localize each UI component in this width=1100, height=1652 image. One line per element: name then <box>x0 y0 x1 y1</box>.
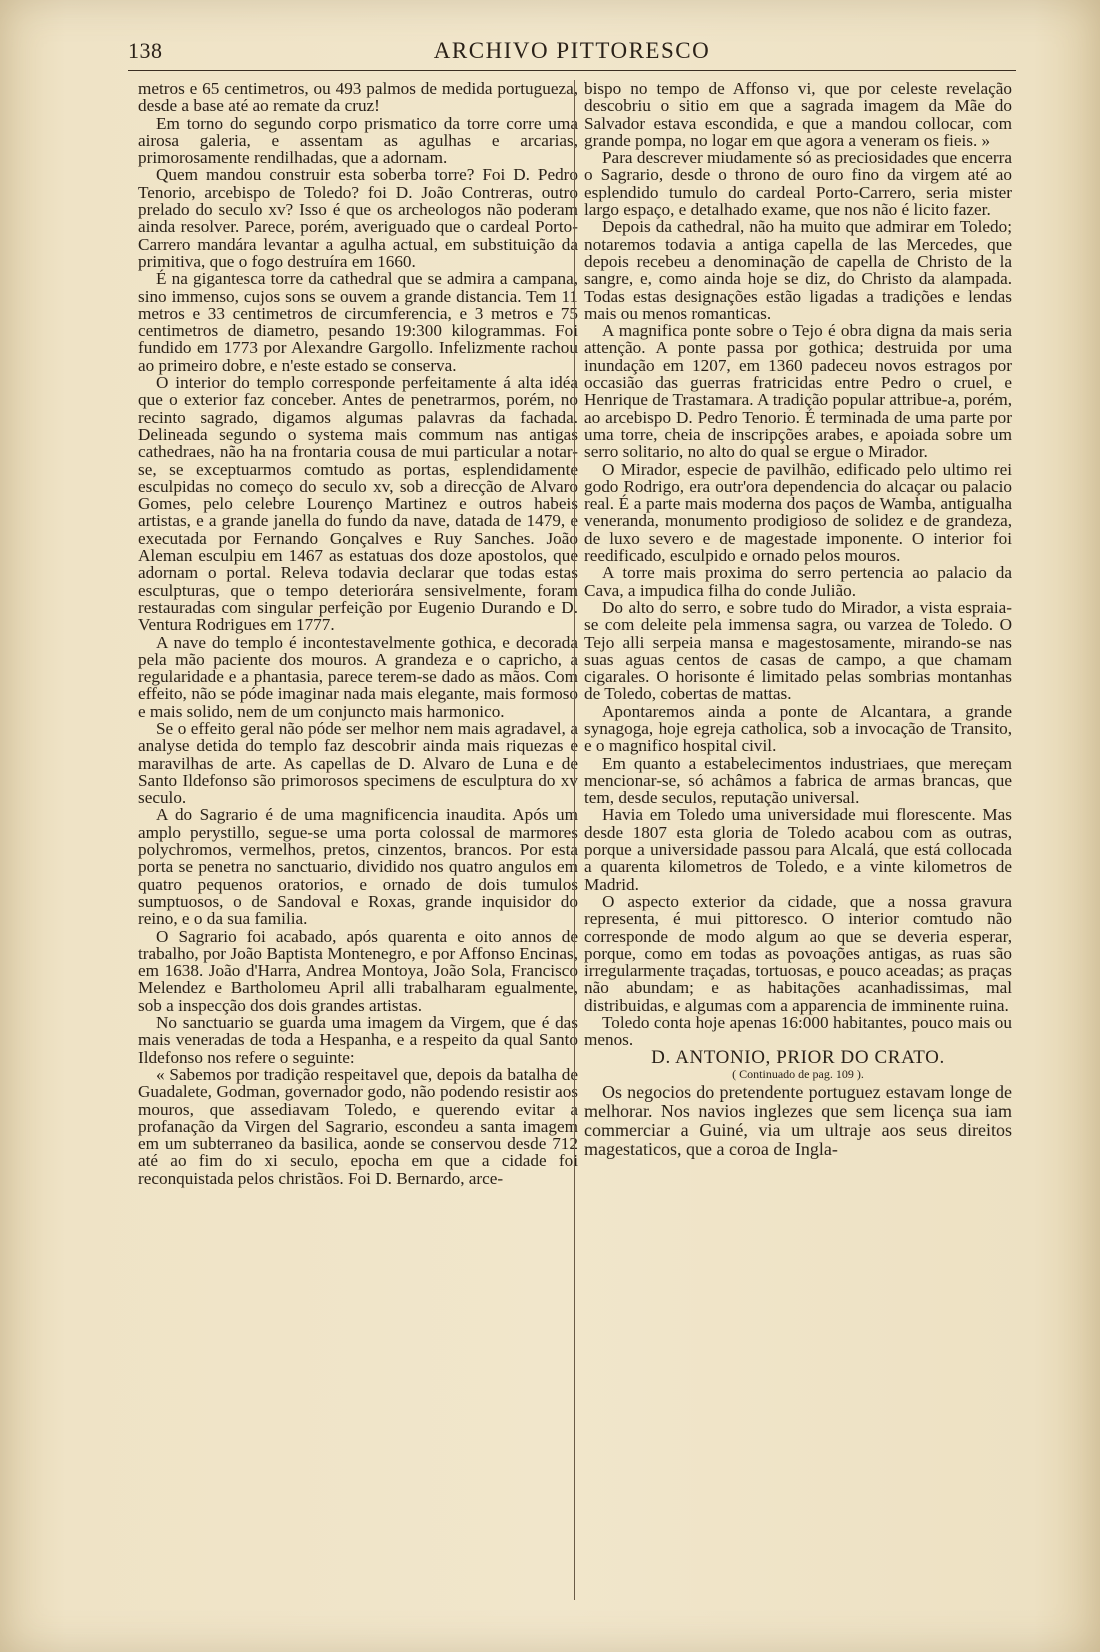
running-title: ARCHIVO PITTORESCO <box>433 38 711 63</box>
paragraph: metros e 65 centimetros, ou 493 palmos de medida portugueza, desde a base até ao remate da cruz! <box>138 79 578 116</box>
paragraph: Havia em Toledo uma universidade mui florescente. Mas desde 1807 esta gloria de Toledo acabou com as outras, porque a universidade passou para Alcalá, que está collocada a quarenta kilometros de Toledo, e a vinte kilometros de Madrid. <box>584 805 1012 894</box>
paragraph: O Sagrario foi acabado, após quarenta e oito annos de trabalho, por João Baptista Montenegro, e por Affonso Encinas, em 1638. João d'Harra, Andrea Montoya, João Sola, Francisco Melendez e Bartholomeu April alli trabalharam egualmente, sob a inspecção dos dois grandes artistas. <box>138 926 578 1015</box>
paragraph: No sanctuario se guarda uma imagem da Virgem, que é das mais veneradas de toda a Hespanha, e a respeito da qual Santo Ildefonso nos refere o seguinte: <box>138 1013 578 1067</box>
section-paragraph: Os negocios do pretendente portuguez estavam longe de melhorar. Nos navios inglezes que sem licença sua iam commerciar a Guiné, via um ultraje aos seus direitos magestaticos, que a coroa de Ingla- <box>584 1082 1012 1160</box>
quote-paragraph: « Sabemos por tradição respeitavel que, depois da batalha de Guadalete, Godman, governador godo, não podendo resistir aos mouros, que assediavam Toledo, e querendo evitar a profanação da Virgen del Sagrario, escondeu a santa imagem em um subterraneo da basilica, aonde se conservou desde 712 até ao fim do xi seculo, epocha em que a cidade foi reconquistada pelos christãos. Foi D. Bernardo, arce- <box>138 1064 578 1188</box>
page-number: 138 <box>128 38 163 63</box>
paragraph: O interior do templo corresponde perfeitamente á alta idéa que o exterior faz conceber. Antes de penetrarmos, porém, no recinto sagrado, digamos algumas palavras da fachada. Delineada segundo o systema mais commum nas antigas cathedraes, não ha na frontaria cousa de mui particular a notar-se, se exceptuarmos comtudo as portas, esplendidamente esculpidas no começo do seculo xv, sob a direcção de Alvaro Gomes, pelo celebre Lourenço Martinez e outros habeis artistas, e a grande janella do fundo da nave, datada de 1479, e executada por Fernando Gonçalves e Ruy Sanches. João Aleman esculpiu em 1467 as estatuas dos doze apostolos, que adornam o portal. Releva todavia declarar que todas estas esculpturas, que o tempo deteriorára sensivelmente, foram restauradas com singular perfeição por Eugenio Durando e D. Ventura Rodrigues em 1777. <box>138 373 578 635</box>
right-column <box>584 80 1012 1159</box>
paragraph: Depois da cathedral, não ha muito que admirar em Toledo; notaremos todavia a antiga capella de las Mercedes, que depois recebeu a denominação de capella de Christo de la sangre, e, como ainda hoje se diz, do Christo da alampada. Todas estas designações estão ligadas a tradições e lendas mais ou menos romanticas. <box>584 217 1012 323</box>
paragraph: A magnifica ponte sobre o Tejo é obra digna da mais seria attenção. A ponte passa por gothica; destruida por uma inundação em 1207, em 1360 padeceu novos estragos por occasião das guerras fratricidas entre Pedro o cruel, e Henrique de Trastamara. A tradição popular attribue-a, porém, ao arcebispo D. Pedro Tenorio. É terminada de uma parte por uma torre, cheia de inscripções arabes, e apoiada sobre um serro solitario, no alto do qual se ergue o Mirador. <box>584 321 1012 462</box>
paragraph: Em torno do segundo corpo prismatico da torre corre uma airosa galeria, e assentam as agulhas e arcarias, primorosamente rendilhadas, que a adornam. <box>138 113 578 168</box>
paragraph: Para descrever miudamente só as preciosidades que encerra o Sagrario, desde o throno de ouro fino da virgem até ao esplendido tumulo do cardeal Porto-Carrero, seria mister largo espaço, e detalhado exame, que nos não é licito fazer. <box>584 148 1012 220</box>
page-header <box>128 38 1016 68</box>
paragraph: A torre mais proxima do serro pertencia ao palacio da Cava, a impudica filha do conde Julião. <box>584 563 1012 600</box>
paragraph: O aspecto exterior da cidade, que a nossa gravura representa, é mui pittoresco. O interior comtudo não corresponde de modo algum ao que se deveria esperar, porque, como em todas as povoações antigas, as ruas são irregularmente traçadas, tortuosas, e pouco aceadas; as praças não abundam; e as habitações acanhadissimas, mal distribuidas, e algumas com a apparencia de imminente ruina. <box>584 891 1012 1015</box>
header-rule <box>128 70 1016 71</box>
paragraph: É na gigantesca torre da cathedral que se admira a campana, sino immenso, cujos sons se ouvem a grande distancia. Tem 11 metros e 33 centimetros de circumferencia, e 3 metros e 75 centimetros de diametro, pesando 19:300 kilogrammas. Foi fundido em 1773 por Alexandre Gargollo. Infelizmente rachou ao primeiro dobre, e n'este estado se conserva. <box>138 269 578 375</box>
paragraph: A nave do templo é incontestavelmente gothica, e decorada pela mão paciente dos mouros. A grandeza e o capricho, a regularidade e a phantasia, parece terem-se dado as mãos. Com effeito, não se póde imaginar nada mais elegante, mais formoso e mais solido, nem de um conjuncto mais harmonico. <box>138 632 578 721</box>
section-title: D. ANTONIO, PRIOR DO CRATO. <box>651 1046 945 1068</box>
paragraph: Se o effeito geral não póde ser melhor nem mais agradavel, a analyse detida do templo faz descobrir ainda mais riquezas e maravilhas de arte. As capellas de D. Alvaro de Luna e de Santo Ildefonso são primorosos specimens de esculptura do xv seculo. <box>138 718 578 808</box>
paragraph: Toledo conta hoje apenas 16:000 habitantes, pouco mais ou menos. <box>584 1013 1012 1050</box>
section-note: ( Continuado de pag. 109 ). <box>732 1066 864 1081</box>
paragraph: Quem mandou construir esta soberba torre? Foi D. Pedro Tenorio, arcebispo de Toledo? foi D. João Contreras, outro prelado do seculo xv? Isso é que os archeologos não poderam ainda resolver. Parece, porém, averiguado que o cardeal Porto-Carrero mandára levantar a agulha actual, em substituição da primitiva, que o fogo destruíra em 1660. <box>138 165 578 271</box>
left-column <box>138 80 578 1187</box>
paragraph: Do alto do serro, e sobre tudo do Mirador, a vista espraia-se com deleite pela immensa sagra, ou varzea de Toledo. O Tejo alli serpeia mansa e magestosamente, mirando-se nas suas aguas centos de casas de campo, a que chamam cigarales. O horisonte é limitado pelas sombrias montanhas de Toledo, cobertas de mattas. <box>584 597 1012 704</box>
paragraph: Apontaremos ainda a ponte de Alcantara, a grande synagoga, hoje egreja catholica, sob a invocação de Transito, e o magnifico hospital civil. <box>584 701 1012 756</box>
paragraph: bispo no tempo de Affonso vi, que por celeste revelação descobriu o sitio em que a sagrada imagem da Mãe do Salvador estava escondida, e que a mandou collocar, com grande pompa, no logar em que agora a veneram os fieis. » <box>584 79 1012 150</box>
column-divider <box>574 80 575 1600</box>
paragraph: A do Sagrario é de uma magnificencia inaudita. Após um amplo perystillo, segue-se uma porta colossal de marmores polychromos, vermelhos, pretos, cinzentos, brancos. Por esta porta se penetra no sanctuario, dividido nos quatro angulos em quatro pequenos oratorios, e ornado de dois tumulos sumptuosos, o de Sandoval e Roxas, grande inquisidor do reino, e o da sua familia. <box>138 805 578 929</box>
paragraph: O Mirador, especie de pavilhão, edificado pelo ultimo rei godo Rodrigo, era outr'ora dependencia do alcaçar ou palacio real. É a parte mais moderna dos paços de Wamba, antigualha veneranda, monumento prodigioso de solidez e de grandeza, de luxo severo e de magestade imponente. O interior foi reedificado, esculpido e ornado pelos mouros. <box>584 459 1012 566</box>
paragraph: Em quanto a estabelecimentos industriaes, que mereçam mencionar-se, só achâmos a fabrica de armas brancas, que tem, desde seculos, reputação universal. <box>584 753 1012 808</box>
